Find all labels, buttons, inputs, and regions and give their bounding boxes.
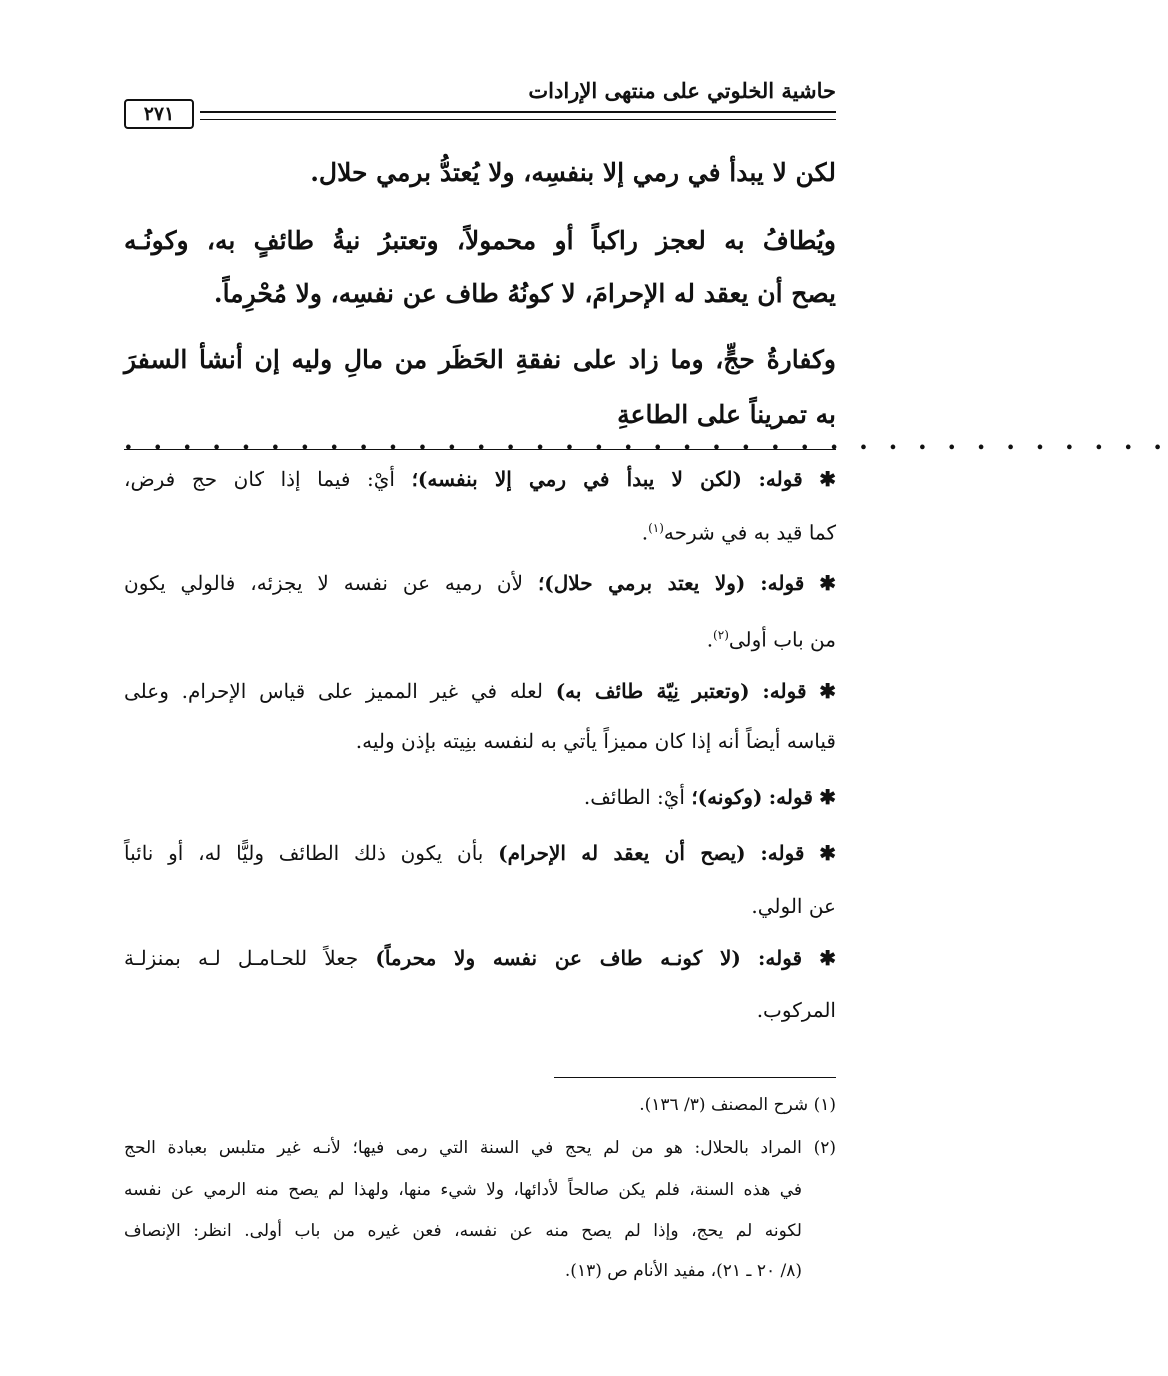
commentary-item-5-line-2 (124, 893, 836, 919)
main-text-line-2: ويُطافُ به لعجز راكباً أو محمولاً، وتعتبرُ نيةُ طائفٍ به، وكونُـه (124, 226, 836, 255)
footnote-text: المراد بالحلال: هو من لم يحج في السنة التي رمى فيها؛ لأنـه غير متلبس بعبادة الحج (124, 1138, 802, 1158)
commentary-text: كما قيد به في شرحه (663, 520, 836, 545)
commentary-item-6 (124, 945, 836, 971)
commentary-item-3 (124, 678, 836, 704)
footnote-2-line-4: (٨/ ٢٠ ـ ٢١)، مفيد الأنام ص (١٣). (564, 1261, 802, 1281)
main-text-line-5: به تمريناً على الطاعةِ (617, 400, 836, 429)
asterisk-bullet-icon: ✱ (819, 841, 837, 865)
main-text-line-4: وكفارةُ حجٍّ، وما زاد على نفقةِ الحَظَر من مالِ وليه إن أنشأ السفرَ (124, 345, 836, 374)
dot-leader: . . . . . . . . . . . . . . . . . . . . . . . . . . . . . . . . . . . . (124, 426, 1168, 455)
commentary-quote: (لا كونـه طاف عن نفسه ولا محرماً) (375, 946, 741, 970)
commentary-item-1-line-2: كما قيد به في شرحه$^{(١)}$. (641, 520, 836, 545)
footnote-2 (124, 1137, 836, 1159)
commentary-item-6-line-2 (124, 997, 836, 1023)
footnote-2-line-3: لكونه لم يحج، وإذا لم يصح منه عن نفسه، فعن غيره من باب أولى. انظر: الإنصاف (124, 1221, 802, 1241)
commentary-item-3-line-2 (124, 728, 836, 754)
commentary-quote: (وكونه)؛ (691, 785, 763, 809)
commentary-lead: قوله: (758, 467, 803, 491)
commentary-quote: (لكن لا يبدأ في رمي إلا بنفسه)؛ (411, 467, 742, 491)
commentary-lead: قوله: (762, 679, 807, 703)
footnote-1 (124, 1094, 836, 1116)
running-header-title: حاشية الخلوتي على منتهى الإرادات (528, 78, 836, 103)
footnote-number: (٢) (813, 1138, 837, 1158)
footnote-text: شرح المصنف (٣/ ١٣٦). (639, 1095, 809, 1115)
commentary-quote: (وتعتبر نِيّة طائف به) (555, 679, 750, 703)
asterisk-bullet-icon: ✱ (819, 571, 837, 595)
commentary-lead: قوله: (760, 841, 805, 865)
commentary-item-4 (124, 784, 836, 810)
commentary-text: قياسه أيضاً أنه إذا كان مميزاً يأتي به لنفسه بنِيته بإذن وليه. (355, 729, 836, 753)
commentary-item-2-line-2: من باب أولى$^{(٢)}$. (706, 627, 836, 652)
commentary-lead: قوله: (760, 571, 805, 595)
commentary-lead: قوله: (768, 785, 813, 809)
commentary-text: جعلاً للحـامـل لـه بمنزلـة (124, 946, 359, 970)
commentary-item-1 (124, 466, 836, 492)
commentary-quote: (ولا يعتد برمي حلال)؛ (537, 571, 746, 595)
commentary-text: أيْ: الطائف. (583, 785, 685, 809)
text-commentary-divider (124, 449, 836, 450)
main-text-line-1: لكن لا يبدأ في رمي إلا بنفسِه، ولا يُعتدُّ برمي حلال. (310, 158, 836, 187)
header-double-rule (200, 111, 836, 120)
commentary-text: بأن يكون ذلك الطائف وليًّا له، أو نائباً (124, 841, 484, 865)
commentary-text: لعله في غير المميز على قياس الإحرام. وعلى (124, 679, 543, 703)
commentary-text: أيْ: فيما إذا كان حج فرض، (124, 467, 395, 491)
commentary-item-2 (124, 570, 836, 596)
commentary-lead: قوله: (758, 946, 803, 970)
asterisk-bullet-icon: ✱ (819, 785, 836, 809)
commentary-text: عن الولي. (751, 894, 836, 918)
footnote-number: (١) (813, 1095, 836, 1115)
asterisk-bullet-icon: ✱ (819, 946, 836, 970)
main-text-line-3: يصح أن يعقد له الإحرامَ، لا كونُهُ طاف عن نفسِه، ولا مُحْرِماً. (213, 279, 836, 308)
footnote-rule (554, 1077, 836, 1078)
commentary-quote: (يصح أن يعقد له الإحرام) (498, 841, 746, 865)
footnote-ref[interactable]: (١) (648, 521, 664, 535)
commentary-text: لأن رميه عن نفسه لا يجزئه، فالولي يكون (124, 571, 524, 595)
commentary-item-5 (124, 840, 836, 866)
footnote-ref[interactable]: (٢) (713, 628, 729, 642)
page-number: ٢٧١ (124, 99, 194, 129)
footnote-2-line-2: في هذه السنة، فلم يكن صالحاً لأدائها، ولا شيء منها، ولهذا لم يصح منه الرمي عن نفسه (124, 1180, 802, 1200)
commentary-text: المركوب. (756, 998, 836, 1022)
asterisk-bullet-icon: ✱ (819, 467, 836, 491)
asterisk-bullet-icon: ✱ (819, 679, 837, 703)
commentary-text: من باب أولى (728, 627, 836, 652)
